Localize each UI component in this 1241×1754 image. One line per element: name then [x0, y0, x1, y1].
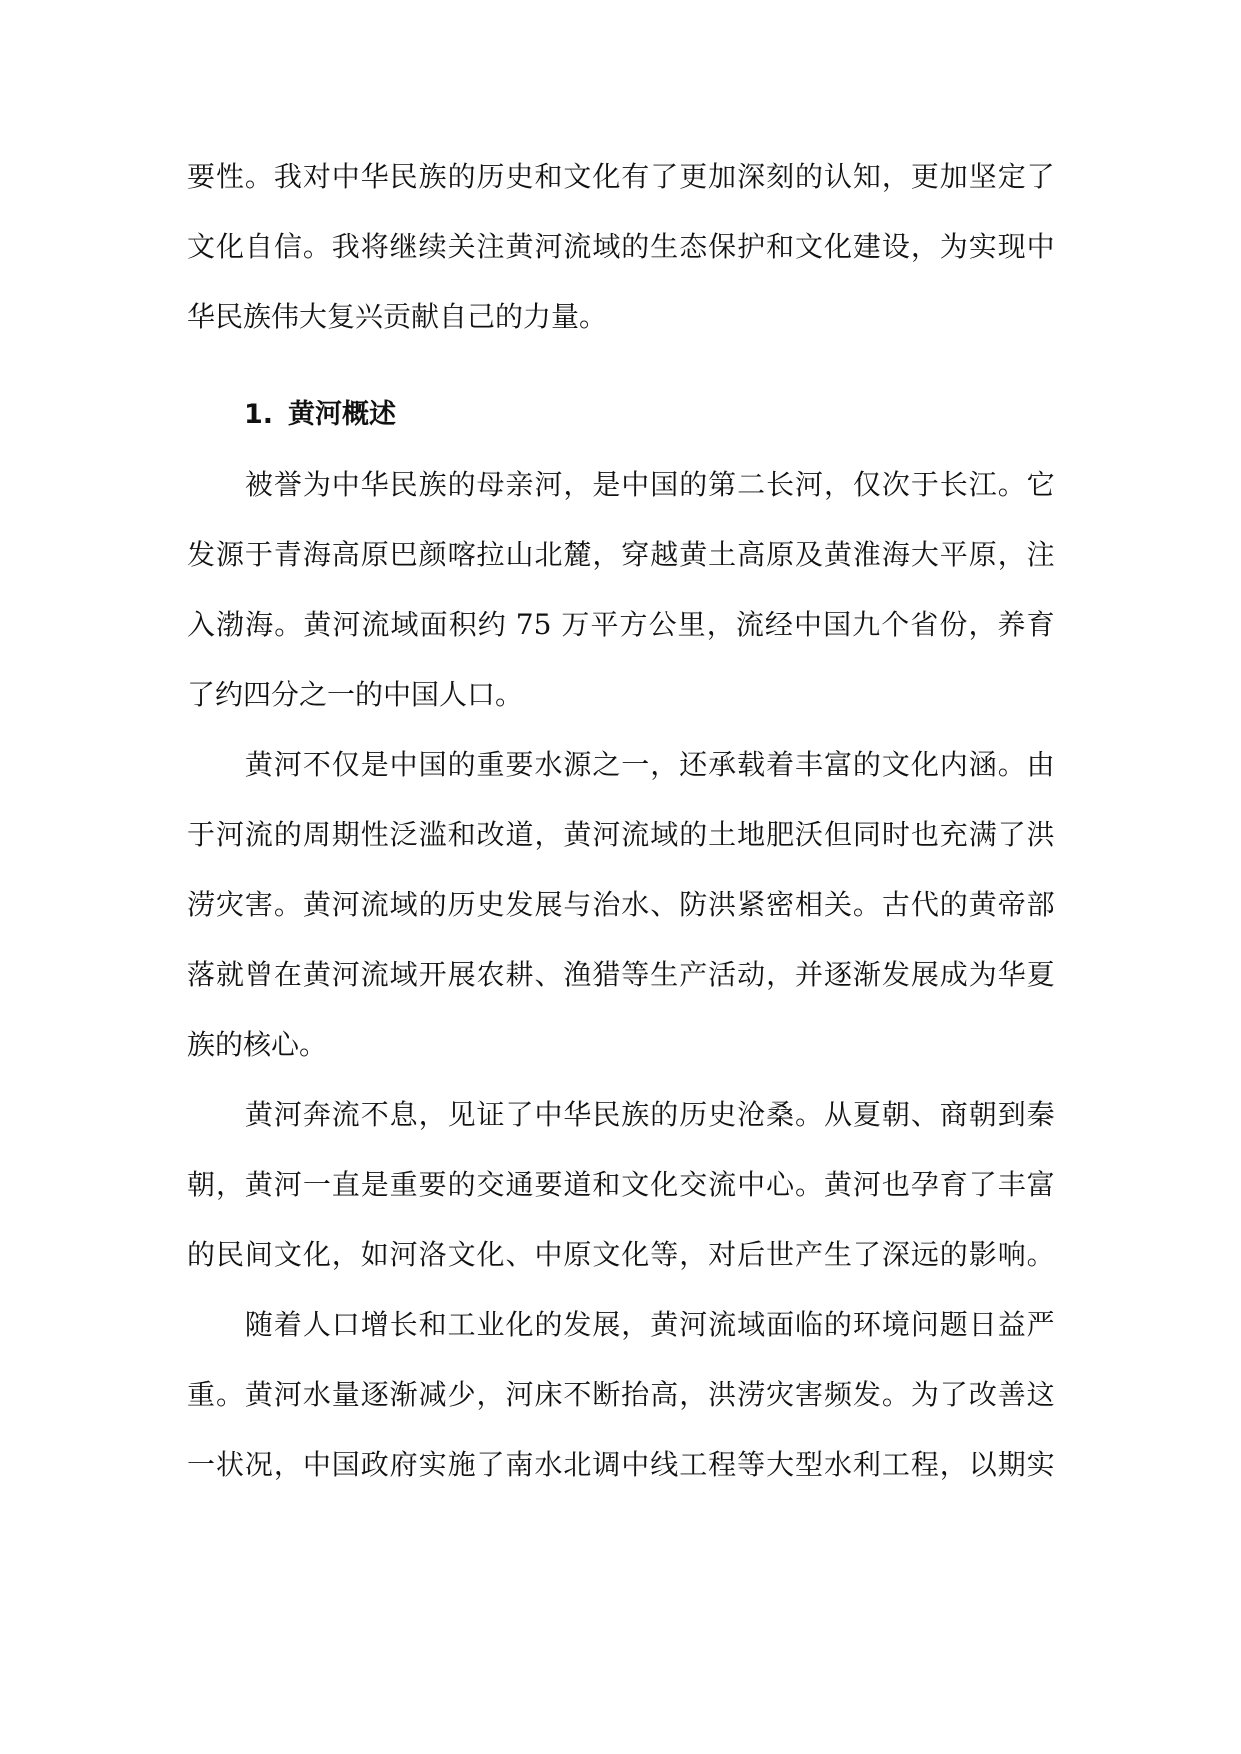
paragraph-line: 了约四分之一的中国人口。: [187, 678, 524, 711]
paragraph-line: 文 化 自 信 。 我 将 继 续 关 注 黄 河 流 域 的 生 态 保 护 和 文 化 建 设 ， 为 实 现 中: [187, 230, 1055, 263]
paragraph-line: 涝 灾 害 。 黄 河 流 域 的 历 史 发 展 与 治 水 、 防 洪 紧 密 相 关 。 古 代 的 黄 帝 部: [187, 888, 1055, 921]
body-paragraph: [187, 1080, 1055, 1290]
document-body: [187, 142, 1055, 1500]
paragraph-line: 落 就 曾 在 黄 河 流 域 开 展 农 耕 、 渔 猎 等 生 产 活 动 ， 并 逐 渐 发 展 成 为 华 夏: [187, 958, 1055, 991]
section-heading: [187, 380, 1055, 450]
body-paragraph: [187, 1290, 1055, 1500]
paragraph-line: 于 河 流 的 周 期 性 泛 滥 和 改 道 ， 黄 河 流 域 的 土 地 肥 沃 但 同 时 也 充 满 了 洪: [187, 818, 1055, 851]
paragraph-line: 重 。 黄 河 水 量 逐 渐 减 少 ， 河 床 不 断 抬 高 ， 洪 涝 灾 害 频 发 。 为 了 改 善 这: [187, 1378, 1055, 1411]
intro-paragraph: [187, 142, 1055, 352]
paragraph-line: 随 着 人 口 增 长 和 工 业 化 的 发 展 ， 黄 河 流 域 面 临 的 环 境 问 题 日 益 严: [244, 1308, 1055, 1341]
paragraph-line: 一 状 况 ， 中 国 政 府 实 施 了 南 水 北 调 中 线 工 程 等 大 型 水 利 工 程 ， 以 期 实: [187, 1448, 1055, 1481]
paragraph-line: 华民族伟大复兴贡献自己的力量。: [187, 300, 608, 333]
paragraph-line: 入 渤 海 。 黄 河 流 域 面 积 约 75 万 平 方 公 里 ， 流 经 中 国 九 个 省 份 ， 养 育: [187, 608, 1055, 641]
paragraph-line: 黄 河 奔 流 不 息 ， 见 证 了 中 华 民 族 的 历 史 沧 桑 。 从 夏 朝 、 商 朝 到 秦: [244, 1098, 1055, 1131]
paragraph-line: 朝 ， 黄 河 一 直 是 重 要 的 交 通 要 道 和 文 化 交 流 中 心 。 黄 河 也 孕 育 了 丰 富: [187, 1168, 1055, 1201]
body-paragraph: [187, 450, 1055, 730]
section-title: 黄河概述: [288, 399, 396, 430]
paragraph-line: 要 性 。 我 对 中 华 民 族 的 历 史 和 文 化 有 了 更 加 深 刻 的 认 知 ， 更 加 坚 定 了: [187, 160, 1055, 193]
body-paragraph: [187, 730, 1055, 1080]
section-number: 1.: [244, 399, 274, 430]
paragraph-line: 发 源 于 青 海 高 原 巴 颜 喀 拉 山 北 麓 ， 穿 越 黄 土 高 原 及 黄 淮 海 大 平 原 ， 注: [187, 538, 1055, 571]
paragraph-line: 族的核心。: [187, 1028, 328, 1061]
paragraph-line: 被 誉 为 中 华 民 族 的 母 亲 河 ， 是 中 国 的 第 二 长 河 ， 仅 次 于 长 江 。 它: [244, 468, 1055, 501]
paragraph-line: 的 民 间 文 化 ， 如 河 洛 文 化 、 中 原 文 化 等 ， 对 后 世 产 生 了 深 远 的 影 响 。: [187, 1238, 1055, 1271]
paragraph-line: 黄 河 不 仅 是 中 国 的 重 要 水 源 之 一 ， 还 承 载 着 丰 富 的 文 化 内 涵 。 由: [244, 748, 1055, 781]
